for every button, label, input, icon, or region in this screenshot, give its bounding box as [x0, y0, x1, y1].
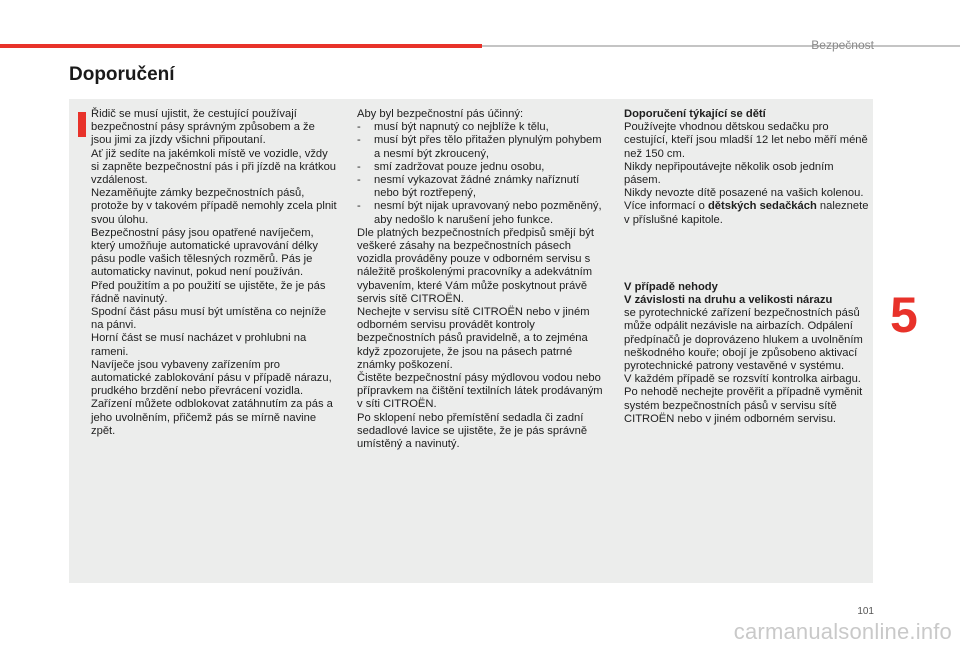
watermark: carmanualsonline.info — [733, 619, 952, 644]
list-item — [357, 121, 607, 134]
paragraph: Horní část se musí nacházet v prohlubni na rameni. — [91, 332, 307, 358]
page-title: Doporučení — [69, 64, 175, 85]
list-item-text: musí být přes tělo přitažen plynulým pohybem a nesmí být zkroucený, — [374, 134, 602, 160]
more-info-text — [624, 200, 872, 226]
intro-text: Aby byl bezpečnostní pás účinný: — [357, 108, 524, 120]
accident-subheading: V závislosti na druhu a velikosti nárazu — [624, 294, 833, 307]
warning-icon — [78, 112, 86, 137]
list-item — [357, 161, 607, 174]
dash-marker: - — [357, 121, 361, 134]
paragraph: Dle platných bezpečnostních předpisů smějí být veškeré zásahy na bezpečnostních pásech vozidla prováděny pouze v odborném servisu s náležitě proškolenými pracovníky a adekvátním vybavením, které Vám může poskytnout právě servis sítě CITROËN. — [357, 226, 594, 305]
dash-marker: - — [357, 160, 361, 173]
header-accent-bar — [0, 44, 482, 48]
paragraph: Po nehodě nechejte prověřit a případně vyměnit systém bezpečnostních pásů v servisu sítě CITROËN nebo v jiném odborném servisu. — [624, 386, 863, 425]
children-heading: Doporučení týkající se dětí — [624, 108, 766, 120]
paragraph: Čistěte bezpečnostní pásy mýdlovou vodou nebo přípravkem na čištění textilních látek prodávaným v síti CITROËN. — [357, 372, 603, 411]
paragraph: Používejte vhodnou dětskou sedačku pro cestující, kteří jsou mladší 12 let nebo měří méně než 150 cm. — [624, 121, 868, 160]
paragraph: Navíječe jsou vybaveny zařízením pro automatické zablokování pásu v případě nárazu, prudkého brzdění nebo převrácení vozidla. Zařízení můžete odblokovat zatáhnutím za pás a jeho uvolněním, přičemž pás se mírně navine zpět. — [91, 358, 333, 437]
more-info-suffix: naleznete v příslušné kapitole. — [624, 200, 869, 226]
paragraph: Po sklopení nebo přemístění sedadla či zadní sedadlové lavice se ujistěte, že je pás správně umístěný a navinutý. — [357, 411, 588, 451]
page-number: 101 — [857, 606, 874, 617]
paragraph: Nezaměňujte zámky bezpečnostních pásů, protože by v takovém případě nemohly zcela plnit svou úlohu. — [91, 187, 337, 226]
accident-heading: V případě nehody — [624, 280, 718, 293]
list-item-text: smí zadržovat pouze jednu osobu, — [374, 160, 545, 173]
column-children-accident — [624, 108, 872, 426]
column-seatbelt-usage — [91, 108, 338, 438]
spacer — [624, 227, 872, 281]
list-item-text: nesmí vykazovat žádné známky naříznutí nebo být roztřepený, — [374, 174, 580, 200]
more-info-prefix: Více informací o — [624, 200, 708, 213]
paragraph: V každém případě se rozsvítí kontrolka airbagu. — [624, 373, 861, 386]
dash-marker: - — [357, 134, 361, 147]
section-label: Bezpečnost — [811, 38, 874, 52]
column-seatbelt-care — [357, 108, 607, 451]
paragraph: Bezpečnostní pásy jsou opatřené navíječem, který umožňuje automatické upravování délky pásu podle vašich tělesných rozměrů. Pás je automaticky navinut, pokud není používán. — [91, 226, 318, 279]
dash-marker: - — [357, 200, 361, 213]
paragraph: Ať již sedíte na jakémkoli místě ve vozidle, vždy si zapněte bezpečnostní pás i při jízdě na krátkou vzdálenost. — [91, 147, 337, 187]
paragraph: se pyrotechnické zařízení bezpečnostních pásů může odpálit nezávisle na airbazích. Odpálení předpínačů je doprovázeno hlukem a uvolněním neškodného kouře; obojí je způsobeno aktivací pyrotechnické patrony vestavěné v systému. — [624, 307, 863, 373]
header-divider — [482, 45, 960, 47]
list-item — [357, 200, 607, 226]
paragraph: Nechejte v servisu sítě CITROËN nebo v jiném odborném servisu provádět kontroly bezpečnostních pásů pravidelně, a to zejména když zpozorujete, že jsou na pásech patrné známky poškození. — [357, 306, 590, 371]
paragraph: Před použitím a po použití se ujistěte, že je pás řádně navinutý. — [91, 279, 326, 305]
paragraph: Nikdy nepřipoutávejte několik osob jedním pásem. — [624, 160, 834, 187]
child-seats-reference: dětských sedačkách — [707, 200, 817, 213]
paragraph: Nikdy nevozte dítě posazené na vašich kolenou. — [624, 187, 864, 200]
paragraph: Spodní část pásu musí být umístěna co nejníže na pánvi. — [91, 306, 327, 332]
dash-marker: - — [357, 174, 361, 187]
paragraph: Řidič se musí ujistit, že cestující používají bezpečnostní pásy správným způsobem a že jsou jimi za jízdy všichni připoutaní. — [91, 108, 315, 147]
chapter-number: 5 — [890, 287, 918, 343]
list-item-text: nesmí být nijak upravovaný nebo pozměněný, aby nedošlo k narušení jeho funkce. — [374, 200, 602, 226]
list-item — [357, 134, 607, 160]
list-item-text: musí být napnutý co nejblíže k tělu, — [374, 121, 549, 134]
list-item — [357, 174, 607, 200]
